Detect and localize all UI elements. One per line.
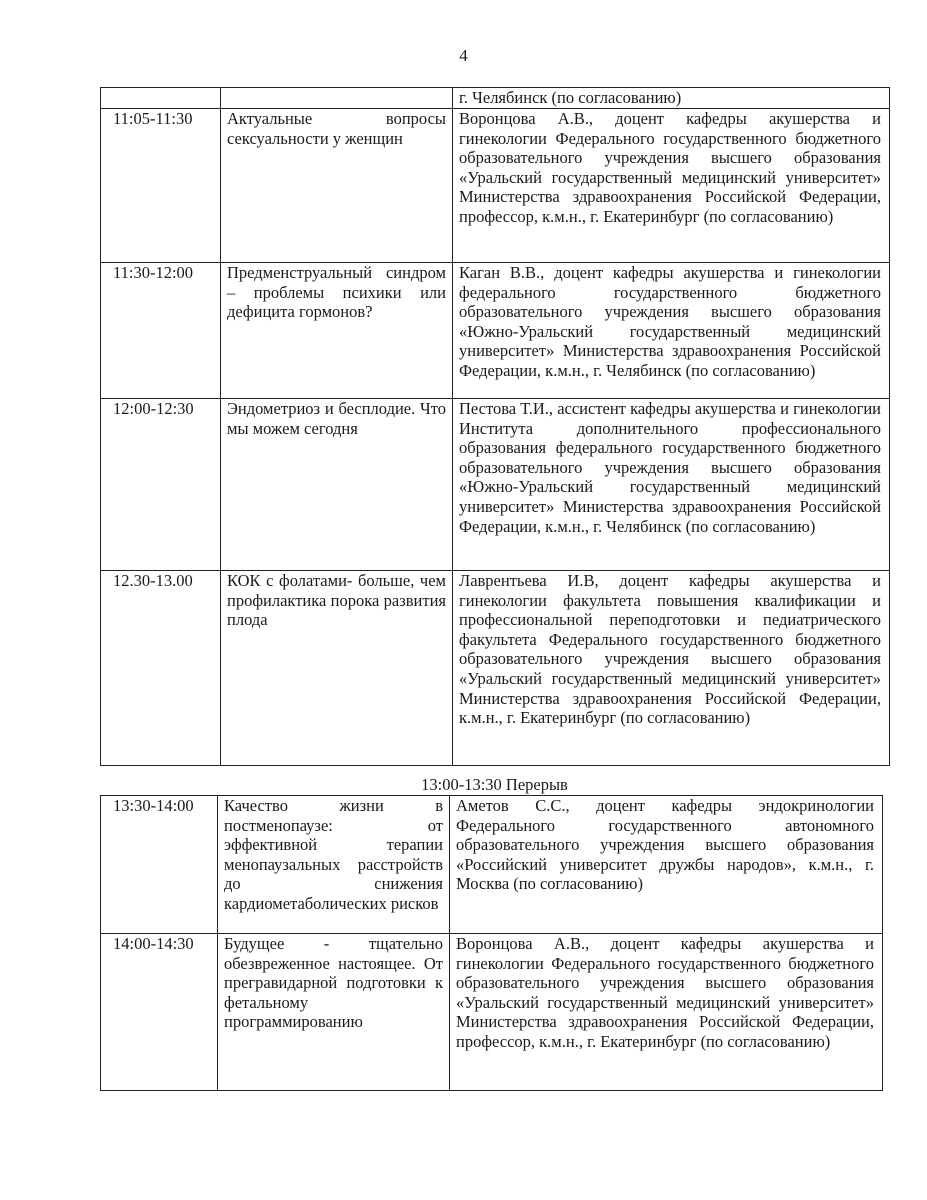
time-cell: 12:00-12:30 bbox=[101, 399, 221, 571]
table-row bbox=[101, 88, 890, 109]
table-row bbox=[101, 399, 890, 571]
table-row bbox=[101, 796, 883, 934]
speaker-cell: Воронцова А.В., доцент кафедры акушерства и гинекологии Федерального государственного бюджетного образовательного учреждения высшего образования «Уральский государственный медицинский университет» Министерства здравоохранения Российской Федерации, профессор, к.м.н., г. Екатеринбург (по согласованию) bbox=[453, 109, 890, 263]
topic-cell bbox=[221, 88, 453, 109]
topic-cell: Будущее - тщательно обезвреженное настоящее. От прегравидарной подготовки к фетальному программированию bbox=[218, 934, 450, 1091]
table-row bbox=[101, 571, 890, 766]
topic-cell: КОК с фолатами- больше, чем профилактика порока развития плода bbox=[221, 571, 453, 766]
schedule-table bbox=[100, 87, 890, 766]
time-cell: 11:30-12:00 bbox=[101, 263, 221, 399]
speaker-cell: Пестова Т.И., ассистент кафедры акушерства и гинекологии Института дополнительного профессионального образования федерального государственного бюджетного образовательного учреждения высшего образования «Южно-Уральский государственный медицинский университет» Министерства здравоохранения Российской Федерации, к.м.н., г. Челябинск (по согласованию) bbox=[453, 399, 890, 571]
topic-cell: Качество жизни в постменопаузе: от эффективной терапии менопаузальных расстройств до снижения кардиометаболических рисков bbox=[218, 796, 450, 934]
topic-cell: Предменструальный синдром – проблемы психики или дефицита гормонов? bbox=[221, 263, 453, 399]
topic-cell: Актуальные вопросы сексуальности у женщин bbox=[221, 109, 453, 263]
speaker-cell: Аметов С.С., доцент кафедры эндокринологии Федерального государственного автономного образовательного учреждения высшего образования «Российский университет дружбы народов», к.м.н., г. Москва (по согласованию) bbox=[450, 796, 883, 934]
table-row bbox=[101, 109, 890, 263]
table-row bbox=[101, 263, 890, 399]
time-cell: 14:00-14:30 bbox=[101, 934, 218, 1091]
topic-cell: Эндометриоз и бесплодие. Что мы можем сегодня bbox=[221, 399, 453, 571]
time-cell bbox=[101, 88, 221, 109]
table-row bbox=[101, 934, 883, 1091]
speaker-cell: Каган В.В., доцент кафедры акушерства и гинекологии федерального государственного бюджетного образовательного учреждения высшего образования «Южно-Уральский государственный медицинский университет» Министерства здравоохранения Российской Федерации, к.м.н., г. Челябинск (по согласованию) bbox=[453, 263, 890, 399]
schedule-table-after-break bbox=[100, 795, 883, 1091]
time-cell: 12.30-13.00 bbox=[101, 571, 221, 766]
speaker-cell: Лаврентьева И.В, доцент кафедры акушерства и гинекологии факультета повышения квалификации и профессиональной переподготовки и педиатрического факультета Федерального государственного бюджетного образовательного учреждения высшего образования «Уральский государственный медицинский университет» Министерства здравоохранения Российской Федерации, к.м.н., г. Екатеринбург (по согласованию) bbox=[453, 571, 890, 766]
time-cell: 13:30-14:00 bbox=[101, 796, 218, 934]
time-cell: 11:05-11:30 bbox=[101, 109, 221, 263]
speaker-cell: Воронцова А.В., доцент кафедры акушерства и гинекологии Федерального государственного бюджетного образовательного учреждения высшего образования «Уральский государственный медицинский университет» Министерства здравоохранения Российской Федерации, профессор, к.м.н., г. Екатеринбург (по согласованию) bbox=[450, 934, 883, 1091]
speaker-cell: г. Челябинск (по согласованию) bbox=[453, 88, 890, 109]
break-label: 13:00-13:30 Перерыв bbox=[421, 775, 568, 794]
page-number: 4 bbox=[459, 46, 468, 65]
